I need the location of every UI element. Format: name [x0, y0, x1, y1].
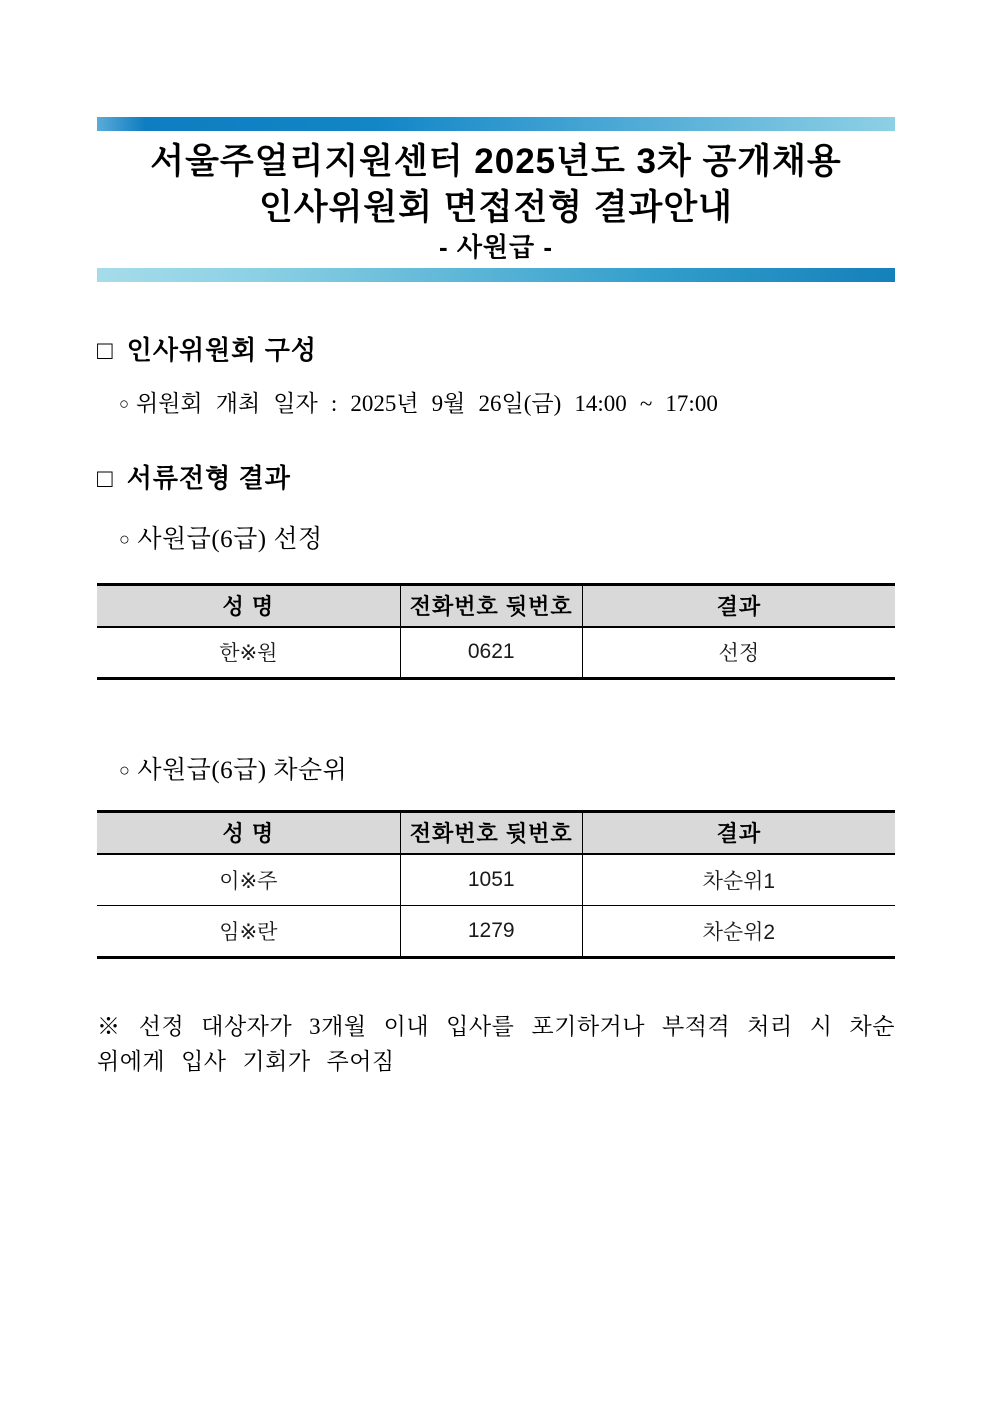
- table-row: [97, 906, 895, 958]
- footnote-text: ※ 선정 대상자가 3개월 이내 입사를 포기하거나 부적격 처리 시 차순위에게 입사 기회가 주어짐: [97, 1014, 895, 1074]
- section-heading-committee: [97, 330, 895, 367]
- cell-result: 선정: [582, 627, 895, 679]
- table-row: [97, 627, 895, 679]
- square-bullet-icon: □: [97, 336, 114, 365]
- document-title-block: [97, 131, 895, 268]
- section-heading-results-label: 서류전형 결과: [126, 464, 291, 493]
- cell-name: 임※란: [97, 906, 400, 958]
- subsection-selected-title: [97, 519, 895, 555]
- cell-phone: 1051: [400, 854, 582, 906]
- cell-result: 차순위1: [582, 854, 895, 906]
- section-heading-results: [97, 458, 895, 495]
- column-header-result: 결과: [582, 585, 895, 627]
- header-gradient-bar-top: [97, 117, 895, 131]
- subsection-selected-label: 사원급(6급) 선정: [137, 526, 323, 553]
- document-subtitle: - 사원급 -: [438, 232, 554, 262]
- committee-date-text: 위원회 개최 일자 : 2025년 9월 26일(금) 14:00 ~ 17:00: [136, 391, 718, 416]
- column-header-phone: 전화번호 뒷번호: [400, 585, 582, 627]
- cell-phone: 1279: [400, 906, 582, 958]
- document-title-line2: 인사위원회 면접전형 결과안내: [259, 188, 733, 227]
- cell-phone: 0621: [400, 627, 582, 679]
- table-header-row: [97, 812, 895, 854]
- column-header-result: 결과: [582, 812, 895, 854]
- document-content: [97, 117, 895, 1079]
- subsection-runnerup-label: 사원급(6급) 차순위: [137, 757, 348, 784]
- cell-name: 이※주: [219, 869, 278, 893]
- selected-result-table: [97, 583, 895, 680]
- column-header-phone: 전화번호 뒷번호: [400, 812, 582, 854]
- committee-date-item: [97, 385, 895, 418]
- square-bullet-icon: □: [97, 464, 114, 493]
- runnerup-result-table: [97, 810, 895, 959]
- section-heading-committee-label: 인사위원회 구성: [126, 336, 318, 365]
- subsection-runnerup-title: [97, 750, 895, 786]
- table-row: [97, 854, 895, 906]
- table-header-row: [97, 585, 895, 627]
- column-header-name: 성 명: [97, 585, 400, 627]
- column-header-name: 성 명: [97, 812, 400, 854]
- circle-bullet-icon: ○: [119, 760, 131, 780]
- cell-name: 한※원: [219, 642, 278, 666]
- circle-bullet-icon: ○: [119, 529, 131, 549]
- document-title-line1: 서울주얼리지원센터 2025년도 3차 공개채용: [150, 142, 842, 181]
- cell-result: 차순위2: [582, 906, 895, 958]
- header-gradient-bar-bottom: [97, 268, 895, 282]
- circle-bullet-icon: ○: [119, 394, 129, 413]
